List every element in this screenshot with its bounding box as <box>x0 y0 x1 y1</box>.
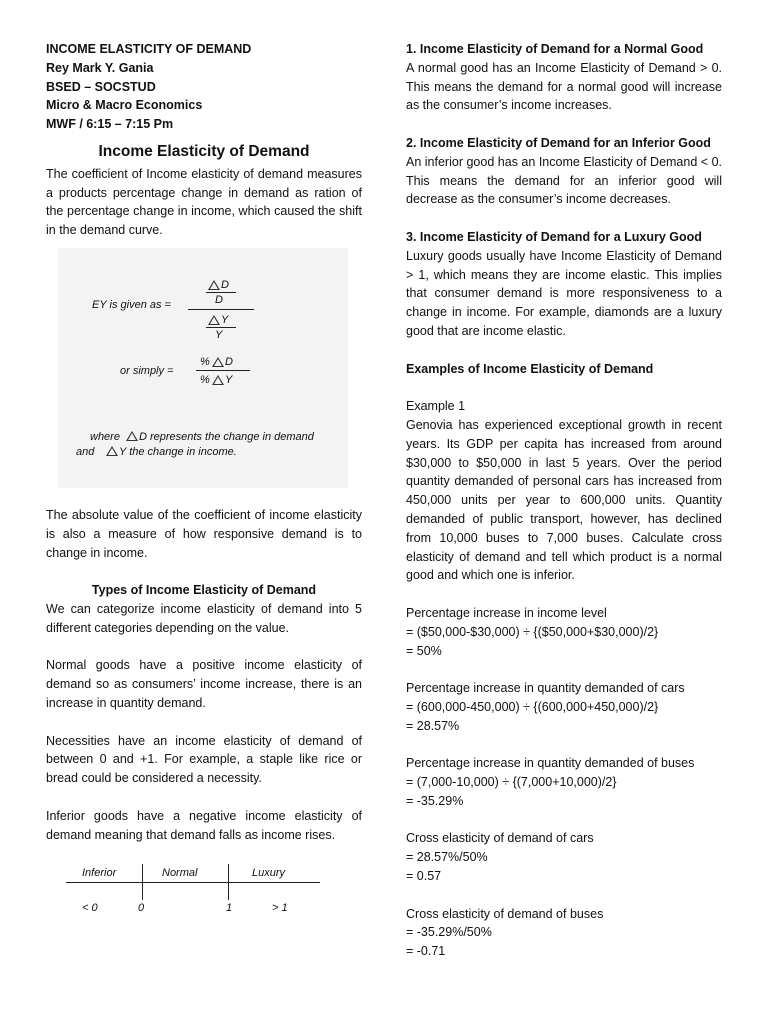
delta-icon <box>212 357 224 367</box>
scale-axis <box>66 882 320 883</box>
calc-buses-label: Percentage increase in quantity demanded of buses <box>406 756 695 771</box>
pct-top-var: D <box>225 355 233 368</box>
simply-label: or simply = <box>120 364 174 377</box>
luxury-good-body: Luxury goods usually have Income Elasticity of Demand > 1, which means they are income elastic. This implies that consumer demand is more responsiveness to a change in income. For example, diamonds are a luxury good that are income elastic. <box>406 248 722 338</box>
normal-good-body: A normal good has an Income Elasticity of Demand > 0. This means the demand for a normal good will increase as the consumer’s income increases. <box>406 60 722 113</box>
elasticity-cars-result: = 0.57 <box>406 869 442 884</box>
normal-goods-paragraph: Normal goods have a positive income elasticity of demand so as consumers’ income increase, there is an increase in quantity demand. <box>46 658 362 710</box>
calc-cars-result: = 28.57% <box>406 718 460 733</box>
calc-income-formula: = ($50,000-$30,000) ÷ {($50,000+$30,000)/2} <box>406 624 659 639</box>
elasticity-buses-label: Cross elasticity of demand of buses <box>406 906 604 921</box>
where-label: where <box>90 430 120 443</box>
scale-value-0: 0 <box>138 902 145 915</box>
delta-icon <box>208 280 220 290</box>
scale-value-lt0: < 0 <box>82 902 98 915</box>
elasticity-buses-result: = -0.71 <box>406 944 446 959</box>
elasticity-cars-formula: = 28.57%/50% <box>406 850 488 865</box>
den-bottom-var: Y <box>215 328 223 341</box>
scale-value-1: 1 <box>226 902 233 915</box>
types-intro: We can categorize income elasticity of demand into 5 different categories depending on the value. <box>46 601 362 635</box>
scale-label-inferior: Inferior <box>82 867 117 880</box>
calc-income-result: = 50% <box>406 643 442 658</box>
inferior-goods-paragraph: Inferior goods have a negative income elasticity of demand meaning that demand falls as income rises. <box>46 808 362 842</box>
absolute-value-paragraph: The absolute value of the coefficient of income elasticity is also a measure of how responsive demand is to change in income. <box>46 507 362 560</box>
intro-paragraph: The coefficient of Income elasticity of demand measures a products percentage change in demand as ration of the percentage change in income, which caused the shift in the demand curve. <box>46 166 362 238</box>
inner-fraction-bar <box>206 327 236 328</box>
ey-label: EY is given as = <box>92 298 171 311</box>
num-bottom-var: D <box>215 293 223 306</box>
author-name: Rey Mark Y. Gania <box>46 60 154 75</box>
scale-divider <box>228 864 229 900</box>
inferior-good-body: An inferior good has an Income Elasticity of Demand < 0. This means the demand for an inferior good will decrease as the consumer’s income decreases. <box>406 154 722 207</box>
inferior-good-heading: 2. Income Elasticity of Demand for an Inferior Good <box>406 135 711 150</box>
elasticity-scale <box>66 860 320 924</box>
schedule: MWF / 6:15 – 7:15 Pm <box>46 117 174 132</box>
simple-fraction-bar <box>196 370 250 371</box>
pct-top-sign: % <box>200 355 210 368</box>
and-description: Y the change in income. <box>119 445 237 458</box>
page-title: Income Elasticity of Demand <box>98 142 310 160</box>
examples-heading: Examples of Income Elasticity of Demand <box>406 361 654 376</box>
delta-icon <box>106 446 118 456</box>
formula-figure <box>58 248 348 488</box>
luxury-good-heading: 3. Income Elasticity of Demand for a Luxury Good <box>406 229 702 244</box>
and-label: and <box>76 445 95 458</box>
scale-value-gt1: > 1 <box>272 902 288 915</box>
delta-icon <box>126 431 138 441</box>
scale-label-luxury: Luxury <box>252 867 286 880</box>
calc-cars-label: Percentage increase in quantity demanded of cars <box>406 681 685 696</box>
den-top-var: Y <box>221 313 229 326</box>
normal-good-heading: 1. Income Elasticity of Demand for a Normal Good <box>406 42 704 56</box>
num-top-var: D <box>221 278 229 291</box>
course-section: BSED – SOCSTUD <box>46 79 156 94</box>
delta-icon <box>212 375 224 385</box>
delta-icon <box>208 315 220 325</box>
calc-buses-formula: = (7,000-10,000) ÷ {(7,000+10,000)/2} <box>406 775 617 790</box>
where-description: D represents the change in demand <box>139 430 314 443</box>
subject-name: Micro & Macro Economics <box>46 98 203 113</box>
main-fraction-bar <box>188 309 254 310</box>
example-body: Genovia has experienced exceptional growth in recent years. Its GDP per capita has increased from around $30,000 to $50,000 in last 5 years. Over the period quantity demanded of personal cars has increased from 450,000 units per year to 600,000 units. Quantity demanded of public transport, however, has declined from 10,000 buses to 7,000 buses. Calculate cross elasticity of demand and tell which product is a normal good and which one is inferior. <box>406 417 722 583</box>
calc-buses-result: = -35.29% <box>406 793 464 808</box>
necessities-paragraph: Necessities have an income elasticity of demand of between 0 and +1. For example, a staple like rice or bread could be considered a necessity. <box>46 733 362 786</box>
elasticity-buses-formula: = -35.29%/50% <box>406 925 492 940</box>
doc-header-title: INCOME ELASTICITY OF DEMAND <box>46 42 252 56</box>
scale-label-normal: Normal <box>162 867 198 880</box>
pct-bottom-var: Y <box>225 373 233 386</box>
inner-fraction-bar <box>206 292 236 293</box>
elasticity-cars-label: Cross elasticity of demand of cars <box>406 831 594 846</box>
calc-income-label: Percentage increase in income level <box>406 605 607 620</box>
example-label: Example 1 <box>406 399 466 414</box>
scale-divider <box>142 864 143 900</box>
left-column <box>46 40 362 924</box>
types-heading: Types of Income Elasticity of Demand <box>91 583 317 598</box>
calc-cars-formula: = (600,000-450,000) ÷ {(600,000+450,000)/2} <box>406 699 659 714</box>
pct-bottom-sign: % <box>200 373 210 386</box>
right-column <box>406 40 722 961</box>
